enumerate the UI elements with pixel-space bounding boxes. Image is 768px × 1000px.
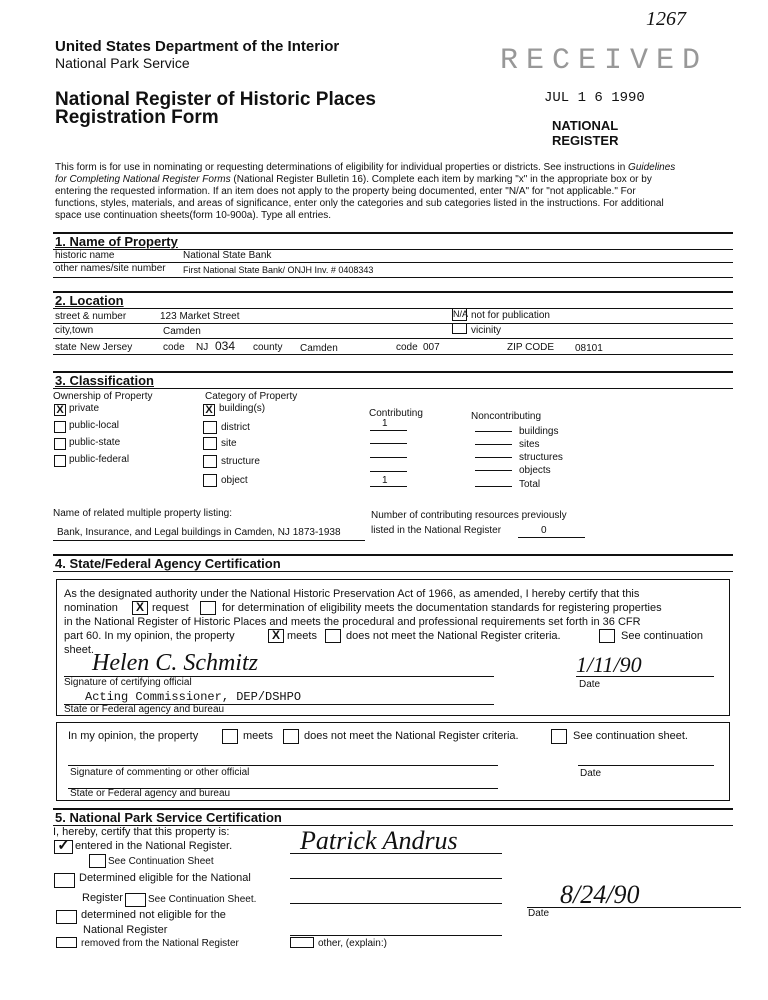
cert-line-2a: nomination (64, 602, 118, 614)
historic-name-label: historic name (55, 250, 115, 261)
keeper-date-line (527, 907, 741, 908)
certifying-agency-field[interactable]: Acting Commissioner, DEP/DSHPO (85, 690, 302, 704)
cert-line-4a: part 60. In my opinion, the property (64, 630, 235, 642)
keeper-line-3 (290, 903, 502, 904)
see-continuation-2-label: See Continuation Sheet. (148, 894, 257, 905)
city-field[interactable]: Camden (163, 326, 201, 337)
noncontrib-structures-line (475, 457, 512, 458)
type-sites-label: sites (519, 439, 540, 450)
intro-line-1: This form is for use in nominating or requesting determinations of eligibility for individual properties or districts. See instructions in Guidelines (55, 162, 676, 173)
removed-checkbox[interactable] (56, 937, 77, 948)
category-heading: Category of Property (205, 391, 298, 402)
type-total-label: Total (519, 479, 541, 490)
cert-line-5: sheet. (64, 644, 94, 656)
see-continuation-1-label: See Continuation Sheet (108, 856, 214, 867)
determined-eligible-label: Determined eligible for the National (79, 872, 251, 884)
opinion-continuation-checkbox[interactable] (551, 729, 567, 744)
previous-listed-label-2: listed in the National Register (371, 525, 502, 536)
entered-label: entered in the National Register. (75, 840, 233, 852)
historic-name-field[interactable]: National State Bank (183, 250, 272, 261)
department-name: United States Department of the Interior (55, 38, 340, 55)
city-label: city,town (55, 325, 94, 336)
state-code-field[interactable]: NJ (196, 342, 209, 353)
keeper-signature[interactable]: Patrick Andrus (300, 826, 458, 855)
s4-rule-head (53, 571, 733, 572)
category-object-label: object (221, 475, 248, 486)
form-title-line2: Registration Form (55, 107, 219, 128)
received-stamp (500, 44, 708, 78)
category-building-checkbox[interactable]: X (203, 404, 215, 416)
certifying-date[interactable]: 1/11/90 (576, 652, 642, 677)
keeper-signature-line (290, 853, 502, 854)
category-building-label: building(s) (219, 403, 266, 414)
keeper-date[interactable]: 8/24/90 (560, 880, 640, 909)
county-code-field[interactable]: 007 (423, 342, 440, 353)
nps-lead: I, hereby, certify that this property is: (53, 826, 230, 838)
eligibility-request-checkbox[interactable] (200, 601, 216, 615)
contrib-sites-line (370, 443, 407, 444)
street-field[interactable]: 123 Market Street (160, 311, 240, 322)
category-district-label: district (221, 422, 250, 433)
cert-line-4c: does not meet the National Register criteria. (346, 630, 561, 642)
ownership-public-federal-checkbox[interactable] (54, 455, 66, 467)
ownership-private-label: private (69, 403, 100, 414)
intro-line-2: for Completing National Register Forms (National Register Bulletin 16). Complete each item by marking "x" in the appropriate box or by (55, 174, 652, 185)
cert-line-3: in the National Register of Historic Places and meets the procedural and professional requirements set forth in 36 CFR (64, 616, 641, 628)
comment-date-label: Date (580, 768, 602, 779)
contrib-total-value[interactable]: 1 (382, 475, 388, 486)
zip-label: ZIP CODE (507, 342, 555, 353)
state-code-label: code (163, 342, 185, 353)
cert-line-4b: meets (287, 630, 317, 642)
vicinity-label: vicinity (471, 325, 502, 336)
category-site-label: site (221, 438, 237, 449)
document-number: 1267 (646, 8, 686, 30)
county-field[interactable]: Camden (300, 343, 338, 354)
s1-rule-bottom (53, 277, 733, 278)
nomination-checkbox[interactable]: X (132, 601, 148, 615)
s5-title: 5. National Park Service Certification (55, 810, 282, 825)
opinion-does-not-meet-checkbox[interactable] (283, 729, 299, 744)
s2-rule-top (53, 291, 733, 293)
entered-checkbox[interactable] (54, 837, 73, 854)
opinion-line-c: does not meet the National Register criteria. (304, 730, 519, 742)
related-listing-line (53, 540, 365, 541)
other-checkbox[interactable] (290, 937, 314, 948)
see-continuation-1-checkbox[interactable] (89, 854, 106, 868)
cert-does-not-meet-checkbox[interactable] (325, 629, 341, 643)
other-names-field[interactable]: First National State Bank/ ONJH Inv. # 0408343 (183, 265, 374, 275)
determined-not-eligible-checkbox[interactable] (56, 910, 77, 924)
contrib-total-line (370, 486, 407, 487)
certifying-agency-label: State or Federal agency and bureau (64, 704, 225, 715)
keeper-line-4 (290, 935, 502, 936)
intro-line-5: space use continuation sheets(form 10-900a). Type all entries. (55, 210, 332, 221)
contrib-objects-line (370, 471, 407, 472)
zip-field[interactable]: 08101 (575, 343, 603, 354)
county-label: county (253, 342, 283, 353)
type-structures-label: structures (519, 452, 563, 463)
noncontrib-objects-line (475, 470, 512, 471)
keeper-date-label: Date (528, 908, 550, 919)
state-code-number[interactable]: 034 (215, 339, 236, 353)
certifying-date-line (576, 676, 714, 677)
not-for-publication-checkbox[interactable]: N/A (453, 309, 469, 319)
cert-line-4d: See continuation (621, 630, 703, 642)
opinion-line-a: In my opinion, the property (68, 730, 199, 742)
s1-title: 1. Name of Property (55, 234, 178, 249)
noncontrib-buildings-line (475, 431, 512, 432)
comment-signature-label: Signature of commenting or other official (70, 767, 250, 778)
s2-rule-street (53, 323, 733, 324)
comment-agency-label: State or Federal agency and bureau (70, 788, 231, 799)
stamp-office-2: REGISTER (552, 133, 619, 148)
type-objects-label: objects (519, 465, 551, 476)
category-district-checkbox[interactable] (203, 421, 217, 434)
previous-listed-value[interactable]: 0 (541, 525, 547, 536)
intro-line-3: entering the requested information. If an item does not apply to the property being documented, enter "N/A" for "not applicable." For (55, 186, 636, 197)
s2-rule-city (53, 338, 733, 339)
other-label: other, (explain:) (318, 938, 387, 949)
s2-title: 2. Location (55, 293, 124, 308)
ownership-public-federal-label: public-federal (69, 454, 130, 465)
related-listing-field[interactable]: Bank, Insurance, and Legal buildings in Camden, NJ 1873-1938 (57, 527, 341, 538)
s2-rule-head (53, 308, 733, 309)
state-label: state (55, 342, 77, 353)
ownership-public-local-label: public-local (69, 420, 120, 431)
s1-rule-head (53, 249, 733, 250)
s3-rule-head (53, 388, 733, 389)
intro-line-4: functions, styles, materials, and areas of significance, enter only the categories and sub categories listed in the instructions. For additional (55, 198, 664, 209)
cert-continuation-checkbox[interactable] (599, 629, 615, 643)
cert-meets-checkbox[interactable]: X (268, 629, 284, 643)
opinion-meets-checkbox[interactable] (222, 729, 238, 744)
contrib-buildings-line (370, 430, 407, 431)
comment-date-line (578, 765, 714, 766)
s3-title: 3. Classification (55, 373, 154, 388)
ownership-public-state-label: public-state (69, 437, 121, 448)
determined-eligible-checkbox[interactable] (54, 873, 75, 888)
opinion-line-b: meets (243, 730, 273, 742)
related-listing-label: Name of related multiple property listing: (53, 508, 232, 519)
entered-check-mark: ✓ (57, 837, 70, 854)
ownership-heading: Ownership of Property (53, 391, 153, 402)
keeper-line-2 (290, 878, 502, 879)
previous-listed-label-1: Number of contributing resources previously (371, 510, 567, 521)
s3-rule-top (53, 371, 733, 373)
service-name: National Park Service (55, 55, 190, 71)
certifying-date-label: Date (579, 679, 601, 690)
category-site-checkbox[interactable] (203, 437, 217, 450)
contributing-heading: Contributing (369, 408, 423, 419)
ownership-private-checkbox[interactable]: X (54, 404, 66, 416)
category-structure-checkbox[interactable] (203, 455, 217, 468)
category-structure-label: structure (221, 456, 260, 467)
cert-line-1: As the designated authority under the National Historic Preservation Act of 1966, as amended, I hereby certify that this (64, 588, 640, 600)
county-code-label: code (396, 342, 418, 353)
stamp-date: JUL 1 6 1990 (544, 90, 645, 106)
removed-label: removed from the National Register (81, 938, 239, 949)
cert-line-2b: request (152, 602, 189, 614)
certifying-signature-label: Signature of certifying official (64, 677, 192, 688)
cert-line-2c: for determination of eligibility meets the documentation standards for registering properties (222, 602, 662, 614)
opinion-line-d: See continuation sheet. (573, 730, 688, 742)
stamp-office-1: NATIONAL (552, 118, 619, 133)
contrib-structures-line (370, 457, 407, 458)
comment-signature-line (68, 765, 498, 766)
not-for-publication-label: not for publication (471, 310, 550, 321)
certifying-signature[interactable]: Helen C. Schmitz (92, 650, 258, 676)
see-continuation-2-checkbox[interactable] (125, 893, 146, 907)
determined-not-eligible-label-1: determined not eligible for the (81, 909, 226, 921)
street-label: street & number (55, 311, 127, 322)
s4-title: 4. State/Federal Agency Certification (55, 556, 281, 571)
stamp-letters: RECEIVED (500, 44, 709, 78)
other-names-label: other names/site number (55, 263, 166, 274)
form-title-line1: National Register of Historic Places (55, 89, 376, 110)
ownership-public-state-checkbox[interactable] (54, 438, 66, 450)
state-field[interactable]: New Jersey (80, 342, 133, 353)
register-word: Register (82, 892, 123, 904)
noncontrib-sites-line (475, 444, 512, 445)
ownership-public-local-checkbox[interactable] (54, 421, 66, 433)
type-buildings-label: buildings (519, 426, 559, 437)
s2-rule-bottom (53, 354, 733, 355)
noncontrib-total-line (475, 486, 512, 487)
contrib-buildings-value[interactable]: 1 (382, 418, 388, 429)
category-object-checkbox[interactable] (203, 474, 217, 487)
noncontributing-heading: Noncontributing (471, 411, 542, 422)
vicinity-checkbox[interactable] (452, 323, 467, 334)
determined-not-eligible-label-2: National Register (83, 924, 168, 936)
previous-listed-line (518, 537, 585, 538)
